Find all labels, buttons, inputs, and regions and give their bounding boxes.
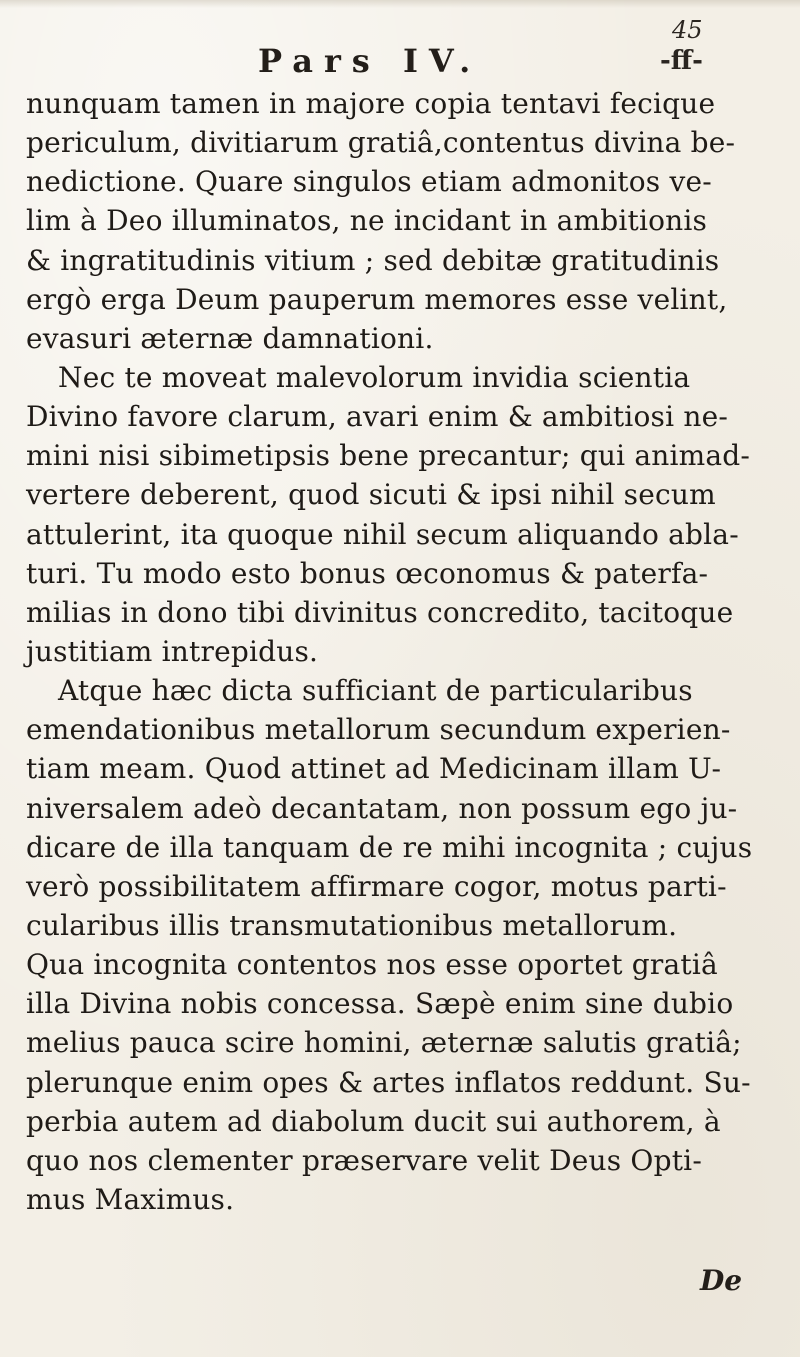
- text-line: attulerint, ita quoque nihil secum aliquando abla-: [26, 517, 739, 551]
- text-line: perbia autem ad diabolum ducit sui authorem, à: [26, 1104, 721, 1138]
- text-line: Qua incognita contentos nos esse oportet gratiâ: [26, 948, 718, 982]
- text-line: illa Divina nobis concessa. Sæpè enim sine dubio: [26, 987, 734, 1021]
- text-line: emendationibus metallorum secundum experien-: [26, 713, 731, 747]
- text-line: niversalem adeò decantatam, non possum ego ju-: [26, 791, 738, 825]
- text-line: periculum, divitiarum gratiâ,contentus divina be-: [26, 126, 736, 160]
- text-line: justitiam intrepidus.: [26, 634, 319, 668]
- text-line: melius pauca scire homini, æternæ salutis gratiâ;: [26, 1026, 742, 1060]
- text-line: evasuri æternæ damnationi.: [26, 321, 434, 355]
- folio-number: 45: [672, 16, 703, 44]
- text-line: nunquam tamen in majore copia tentavi fecique: [26, 87, 716, 120]
- text-line: Divino favore clarum, avari enim & ambitiosi ne-: [26, 400, 729, 434]
- paragraph-start-line: Nec te moveat malevolorum invidia scientia: [58, 360, 691, 394]
- text-line: dicare de illa tanquam de re mihi incognita ; cujus: [26, 830, 753, 864]
- text-line: vertere deberent, quod sicuti & ipsi nihil secum: [26, 478, 716, 512]
- page-header: [0, 16, 800, 88]
- text-line: tiam meam. Quod attinet ad Medicinam illam U-: [26, 752, 722, 786]
- page-edge-shadow: [0, 0, 800, 8]
- running-title: Pars IV.: [258, 42, 482, 80]
- text-line: nedictione. Quare singulos etiam admonitos ve-: [26, 165, 712, 199]
- text-line: milias in dono tibi divinitus concredito, tacitoque: [26, 595, 734, 629]
- text-line: & ingratitudinis vitium ; sed debitæ gratitudinis: [26, 243, 720, 277]
- text-line: quo nos clementer præservare velit Deus Opti-: [26, 1143, 702, 1177]
- text-line: turi. Tu modo esto bonus œconomus & paterfa-: [26, 556, 709, 590]
- text-line: plerunque enim opes & artes inflatos reddunt. Su-: [26, 1065, 751, 1099]
- body-text: [26, 84, 796, 1219]
- text-line: cularibus illis transmutationibus metallorum.: [26, 908, 678, 942]
- text-line: mus Maximus.: [26, 1182, 235, 1216]
- text-line: verò possibilitatem affirmare cogor, motus parti-: [26, 869, 727, 903]
- text-line: ergò erga Deum pauperum memores esse velint,: [26, 282, 728, 316]
- catchword: De: [700, 1264, 743, 1297]
- text-line: mini nisi sibimetipsis bene precantur; qui animad-: [26, 439, 751, 473]
- text-line: lim à Deo illuminatos, ne incidant in ambitionis: [26, 204, 708, 238]
- paragraph-start-line: Atque hæc dicta sufficiant de particularibus: [58, 674, 693, 708]
- signature-mark: -ff-: [660, 46, 703, 76]
